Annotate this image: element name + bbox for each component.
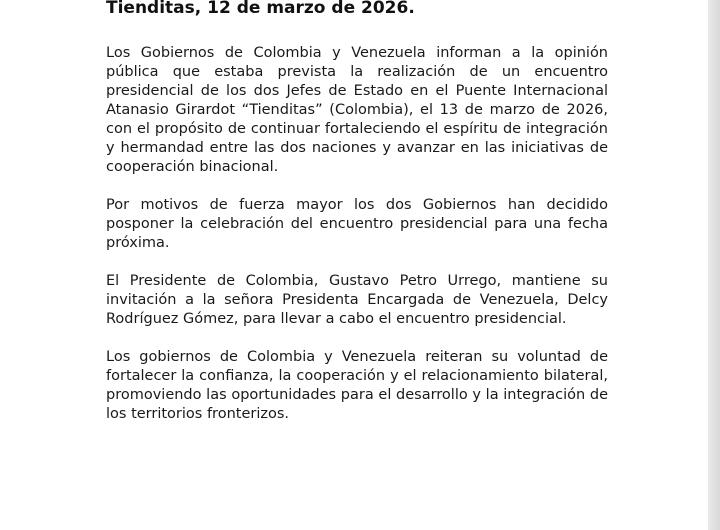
document-body <box>106 44 608 443</box>
paragraph-postponement: Por motivos de fuerza mayor los dos Gobiernos han decidido posponer la celebración del encuentro presidencial para una fecha próxima. <box>106 197 608 251</box>
date-heading: Tienditas, 12 de marzo de 2026. <box>106 0 415 18</box>
paragraph-invitation: El Presidente de Colombia, Gustavo Petro Urrego, mantiene su invitación a la señora Presidenta Encargada de Venezuela, Delcy Rodríguez Gómez, para llevar a cabo el encuentro presidencial. <box>106 273 608 327</box>
page-edge-shadow <box>708 0 720 530</box>
paragraph-commitment: Los gobiernos de Colombia y Venezuela reiteran su voluntad de fortalecer la confianza, la cooperación y el relacionamiento bilateral, promoviendo las oportunidades para el desarrollo y la integración de los territorios fronterizos. <box>106 349 608 422</box>
paragraph-announcement: Los Gobiernos de Colombia y Venezuela informan a la opinión pública que estaba prevista la realización de un encuentro presidencial de los dos Jefes de Estado en el Puente Internacional Atanasio Girardot “Tienditas” (Colombia), el 13 de marzo de 2026, con el propósito de continuar fortaleciendo el espíritu de integración y hermandad entre las dos naciones y avanzar en las iniciativas de cooperación binacional. <box>106 45 608 175</box>
